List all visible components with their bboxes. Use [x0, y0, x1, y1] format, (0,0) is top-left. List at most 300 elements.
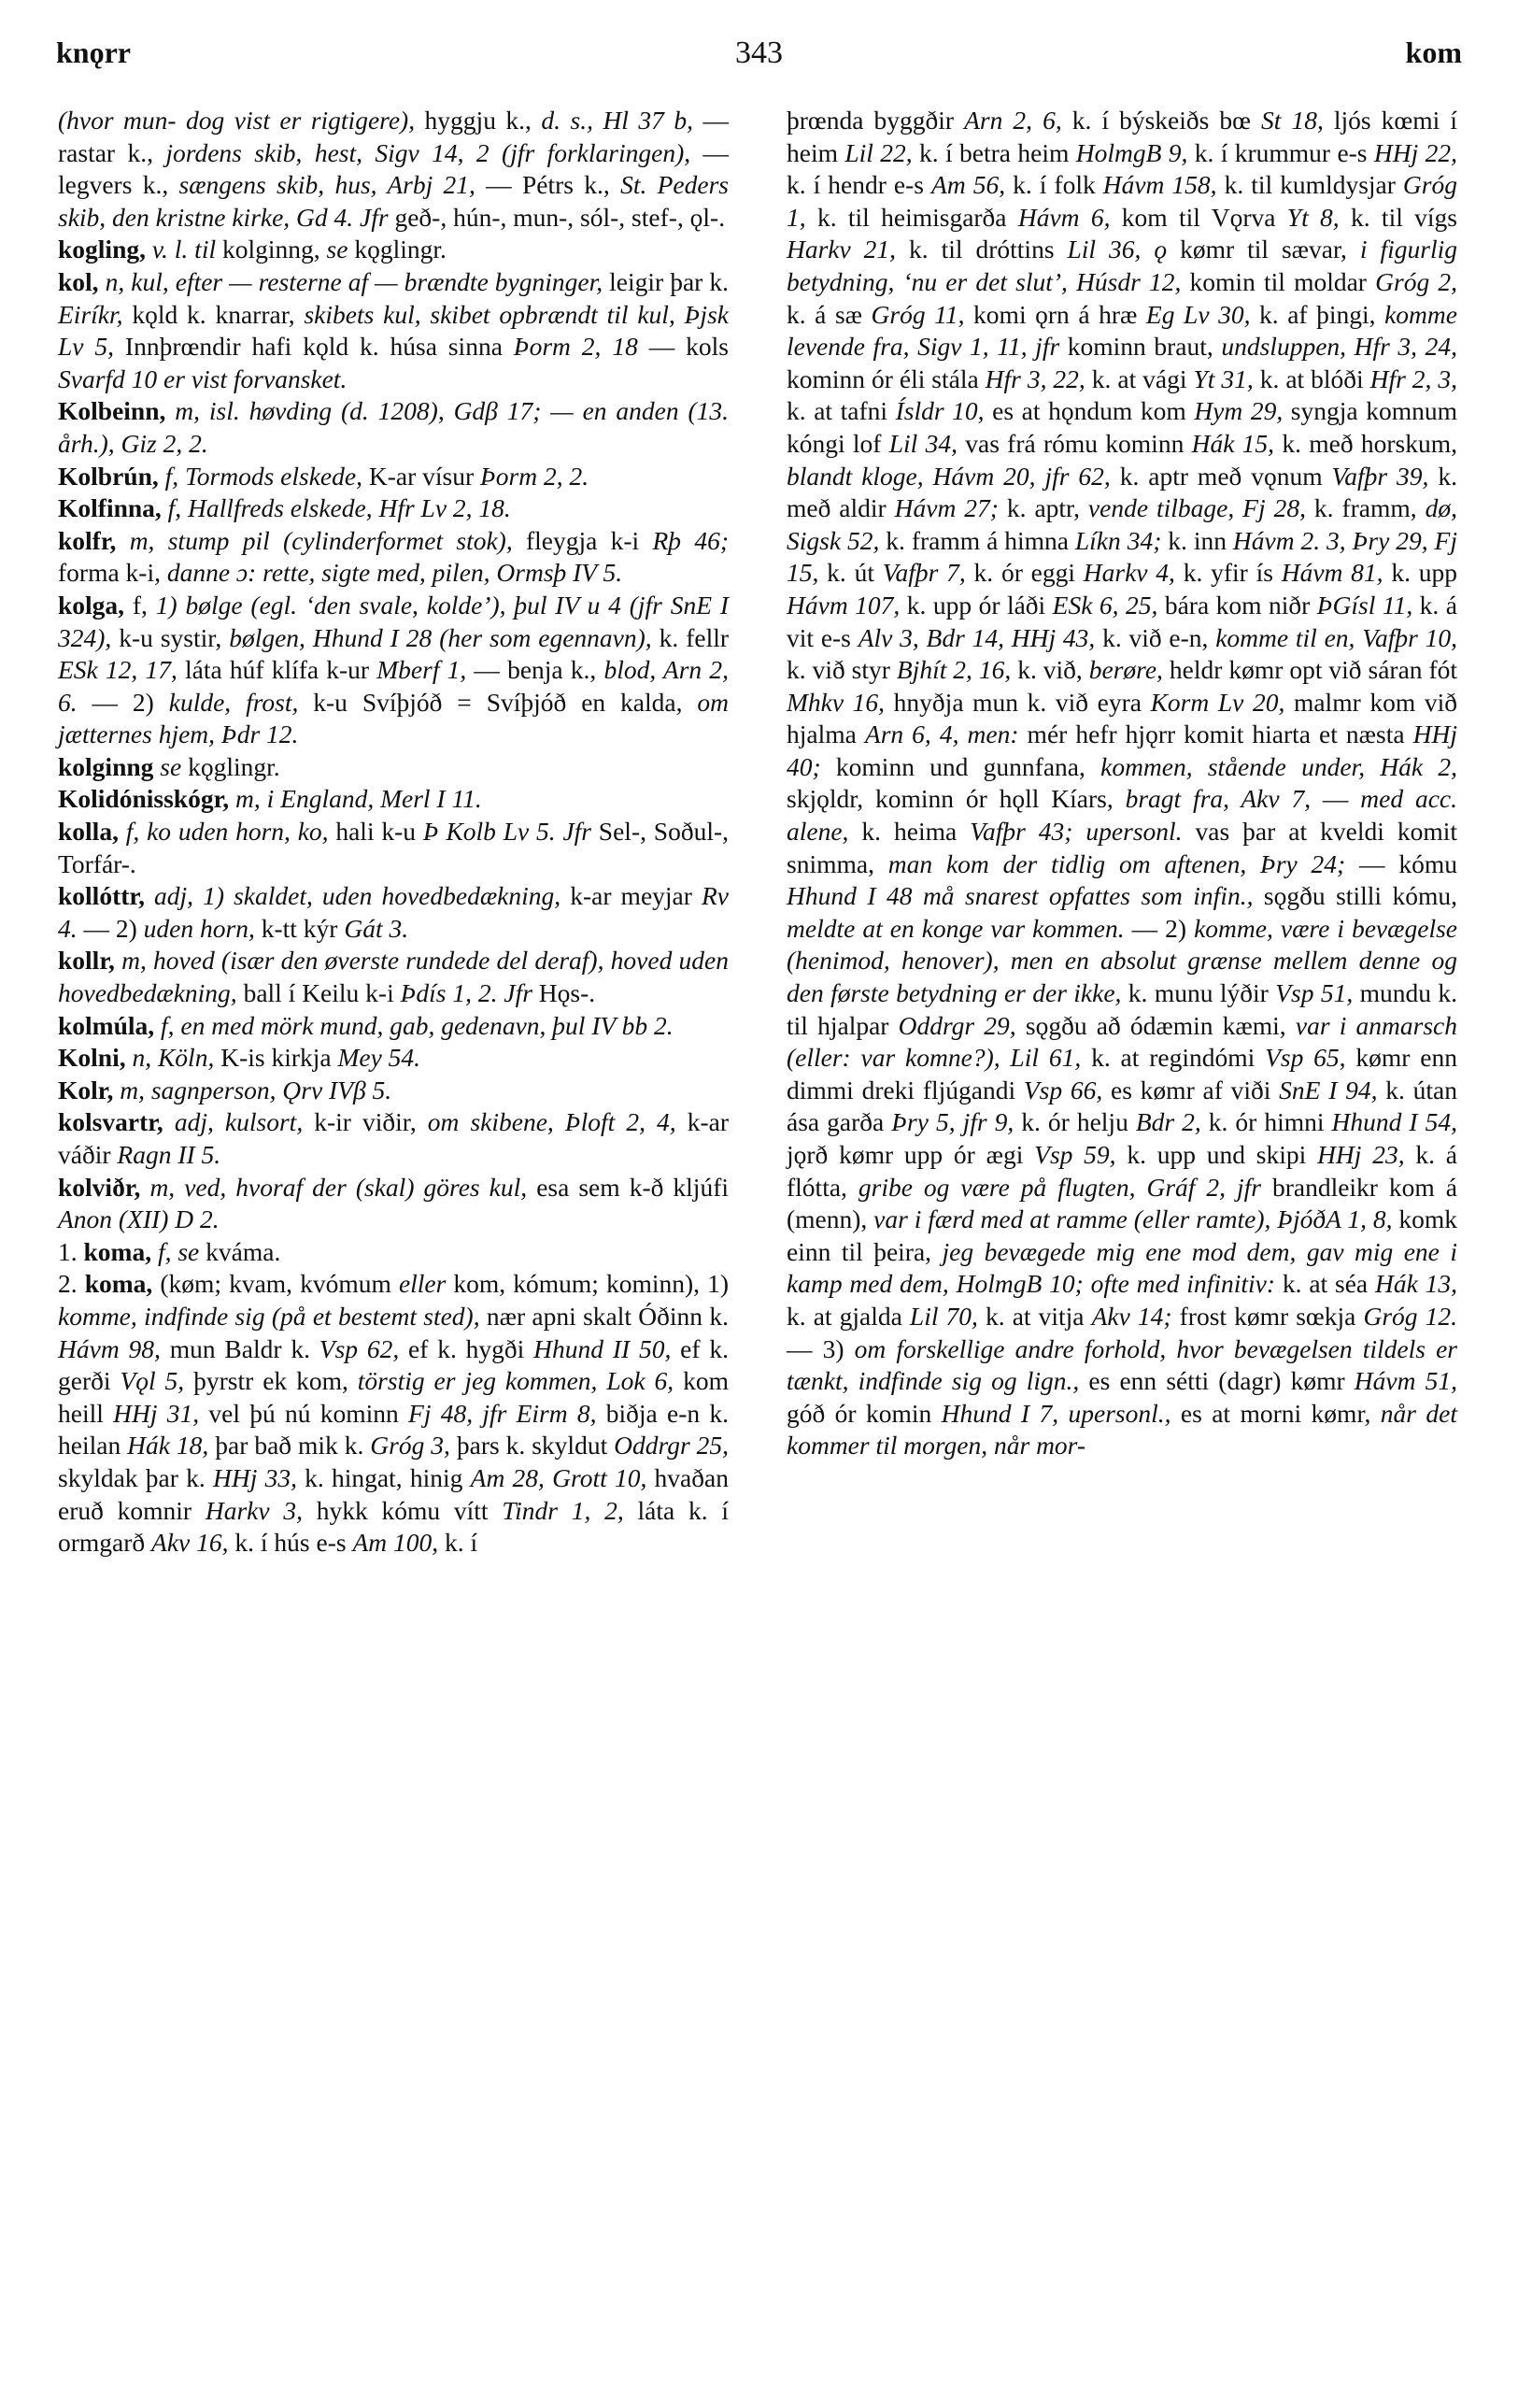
dictionary-entry	[58, 751, 729, 784]
italic-text: Hávm 6,	[1017, 202, 1111, 232]
italic-text: 1) bølge (egl. ‘den svale, kolde’), þul IV u 4 (jfr SnE I 324),	[58, 590, 729, 652]
italic-text: HHj 31,	[113, 1398, 200, 1428]
italic-text: Hák 15,	[1191, 428, 1275, 458]
italic-text: Oddrgr 29,	[898, 1010, 1016, 1040]
italic-text: kulde, frost,	[168, 687, 299, 717]
entry-text: k. munu lýðir	[1121, 978, 1276, 1008]
dictionary-entry	[58, 1075, 729, 1107]
entry-text: k. ór himni	[1200, 1107, 1332, 1137]
entry-text: komk einn til þeira,	[787, 1204, 1458, 1266]
italic-text: Hák 18,	[127, 1431, 209, 1460]
italic-text: Am 56,	[931, 170, 1006, 200]
entry-text: ljós kœmi í heim	[787, 106, 1458, 167]
headword: kolviðr,	[58, 1172, 141, 1202]
italic-text: undsluppen, Hfr 3, 24,	[1221, 332, 1458, 362]
entry-text: k. ór eggi	[965, 558, 1084, 588]
entry-text: k-ar váðir	[58, 1107, 729, 1169]
dictionary-entry	[58, 1236, 729, 1269]
italic-text: Vsp 66,	[1023, 1075, 1103, 1104]
italic-text: komme levende fra, Sigv 1, 11, jfr	[787, 299, 1457, 362]
entry-text: k. í krummur e-s	[1187, 137, 1374, 167]
italic-text: Hfr 2, 3,	[1369, 363, 1458, 393]
entry-text: k-u Svíþjóð = Svíþjóð en kalda,	[298, 687, 698, 717]
entry-text: k. við,	[1011, 655, 1089, 685]
entry-text: k. inn	[1161, 525, 1233, 555]
italic-text: f, en med mörk mund, gab, gedenavn, þul IV bb 2.	[154, 1010, 674, 1040]
entry-text: kominn braut,	[1059, 332, 1222, 362]
entry-text: skjǫldr, kominn ór hǫll Kíars,	[787, 784, 1126, 814]
italic-text: Vsp 65,	[1265, 1043, 1346, 1073]
italic-text: komme til en, Vafþr 10,	[1215, 622, 1457, 652]
entry-text: — legvers k.,	[58, 137, 730, 200]
italic-text: blod, Arn 2, 6.	[58, 655, 729, 717]
italic-text: Vafþr 7,	[882, 558, 966, 588]
italic-text: n, Köln,	[125, 1043, 215, 1073]
italic-text: Vsp 51,	[1275, 978, 1354, 1008]
headword: Kolni,	[58, 1043, 126, 1073]
entry-text: kom heill	[58, 1366, 729, 1428]
entry-text: k. at vitja	[977, 1301, 1092, 1331]
italic-text: Hávm 158,	[1102, 170, 1217, 200]
italic-text: Akv 14;	[1091, 1301, 1172, 1331]
entry-text: — kols	[637, 332, 729, 362]
entry-text: kǫglingr.	[348, 235, 447, 264]
dictionary-entry	[58, 880, 729, 945]
entry-text: — Pétrs k.,	[475, 170, 621, 200]
italic-text: adj, kulsort,	[163, 1107, 304, 1137]
italic-text: Hhund I 7, upersonl.,	[941, 1398, 1171, 1428]
italic-text: m, isl. høvding (d. 1208), Gdβ 17; — en anden (13. årh.), Giz 2, 2.	[58, 396, 729, 458]
italic-text: Þorm 2, 2.	[479, 461, 589, 491]
right-column	[787, 105, 1457, 1462]
headword: Kolr,	[58, 1075, 114, 1104]
headword: Kolfinna,	[58, 493, 162, 523]
italic-text: vende tilbage, Fj 28,	[1087, 493, 1306, 523]
entry-text: Sel-, Soðul-, Torfár-.	[58, 817, 729, 878]
italic-text: Þry 5, jfr 9,	[891, 1107, 1014, 1137]
headword: kollóttr,	[58, 881, 145, 911]
entry-text: k. at gjalda	[787, 1301, 910, 1331]
entry-text: þar bað mik k.	[208, 1431, 371, 1460]
italic-text: eller	[398, 1269, 447, 1299]
entry-text: k. framm á himna	[879, 525, 1075, 555]
entry-text: k. með aldir	[787, 461, 1457, 523]
italic-text: Svarfd 10 er vist forvansket.	[58, 363, 348, 393]
italic-text: Am 100,	[352, 1528, 439, 1558]
entry-text: syngja komnum kóngi lof	[787, 396, 1457, 458]
italic-text: Eg Lv 30,	[1145, 299, 1251, 329]
italic-text: var i færd med at ramme (eller ramte), ÞjóðA 1, 8,	[873, 1204, 1393, 1234]
entry-text: k. í hendr e-s	[787, 170, 932, 200]
headword: kogling,	[58, 235, 146, 264]
entry-text: f,	[124, 590, 156, 620]
entry-text: k-u systir,	[111, 622, 230, 652]
italic-text: Mey 54.	[337, 1043, 421, 1073]
italic-text: Ragn II 5.	[117, 1140, 221, 1169]
italic-text: ÞGísl 11,	[1316, 590, 1413, 620]
headword: kolla,	[58, 817, 119, 847]
italic-text: Bdr 2,	[1135, 1107, 1201, 1137]
entry-text: es at hǫndum kom	[984, 396, 1195, 426]
entry-text: k. í folk	[1005, 170, 1103, 200]
italic-text: Lil 36, ǫ	[1067, 235, 1168, 264]
dictionary-entry	[58, 783, 729, 816]
entry-text: kváma.	[199, 1236, 281, 1266]
entry-text: k. í býskeiðs bœ	[1061, 106, 1262, 135]
italic-text: jordens skib, hest, Sigv 14, 2 (jfr forklaringen),	[165, 137, 691, 167]
entry-text: Innþrœndir hafi kǫld k. húsa sinna	[114, 332, 514, 362]
entry-text: mun Baldr k.	[160, 1333, 319, 1363]
italic-text: HHj 22,	[1373, 137, 1457, 167]
italic-text: Hfr 3, 22,	[985, 363, 1085, 393]
entry-text: 1.	[58, 1236, 84, 1266]
entry-text: k. til heimisgarða	[805, 202, 1018, 232]
entry-text: láta húf klífa k-ur	[177, 655, 377, 685]
entry-text: — 2)	[77, 913, 144, 943]
italic-text: meldte at en konge var kommen.	[787, 913, 1125, 943]
dictionary-entry	[58, 945, 729, 1009]
italic-text: Þdís 1, 2. Jfr	[400, 978, 532, 1008]
entry-text: k. framm,	[1305, 493, 1426, 523]
entry-text: brandleikr kom á (menn),	[787, 1172, 1457, 1234]
dictionary-entry	[58, 105, 729, 234]
italic-text: komme, være i bevægelse (henimod, henover), men en absolut grænse mellem denne og den første betydning er der ikke,	[787, 913, 1457, 1008]
italic-text: Harkv 4,	[1083, 558, 1175, 588]
italic-text: om skibene, Þloft 2, 4,	[427, 1107, 676, 1137]
headword: kolginng	[58, 751, 154, 781]
italic-text: HHj 40;	[787, 720, 1457, 781]
dictionary-entry	[58, 266, 729, 395]
dictionary-entry	[58, 1106, 729, 1171]
entry-text: k. heima	[848, 817, 971, 847]
entry-text: k. at tafni	[787, 396, 896, 426]
entry-text: skyldak þar k.	[58, 1462, 213, 1492]
entry-text: mundu k. til hjalpar	[787, 978, 1457, 1040]
italic-text: v. l. til	[146, 235, 217, 264]
dictionary-entry	[787, 105, 1457, 1462]
entry-text: ball í Keilu k-i	[236, 978, 401, 1008]
entry-text: biðja e-n k. heilan	[58, 1398, 729, 1460]
entry-text: (køm; kvam, kvómum	[152, 1269, 399, 1299]
italic-text: Hym 29,	[1194, 396, 1284, 426]
entry-text: k. upp und skipi	[1115, 1140, 1318, 1169]
entry-text: vel þú nú kominn	[199, 1398, 409, 1428]
italic-text: Anon (XII) D 2.	[58, 1204, 220, 1234]
entry-text: k. at blóði	[1253, 363, 1370, 393]
italic-text: Vsp 59,	[1034, 1140, 1116, 1169]
left-column	[58, 105, 729, 1560]
entry-text: — 3)	[787, 1333, 855, 1363]
italic-text: m, sagnperson, Ǫrv IVβ 5.	[113, 1075, 392, 1104]
italic-text: Korm Lv 20,	[1150, 687, 1285, 717]
italic-text: Tindr 1, 2,	[502, 1495, 624, 1525]
entry-text: þars k. skyldut	[449, 1431, 615, 1460]
entry-text: frost kømr sœkja	[1171, 1301, 1364, 1331]
entry-text: k. at vági	[1085, 363, 1194, 393]
italic-text: i figurlig betydning, ‘nu er det slut’, Húsdr 12,	[787, 235, 1457, 296]
entry-text: k. í	[438, 1528, 478, 1558]
entry-text: k. á vit e-s	[787, 590, 1457, 652]
italic-text: gribe og være på flugten, Gráf 2, jfr	[858, 1172, 1261, 1202]
entry-text: ef k. gerði	[58, 1333, 729, 1396]
dictionary-entry	[58, 1010, 729, 1043]
entry-text: sǫgðu stilli kómu,	[1253, 881, 1457, 911]
headword: kolmúla,	[58, 1010, 155, 1040]
entry-text: sǫgðu að ódæmin kæmi,	[1015, 1010, 1296, 1040]
italic-text: berøre,	[1088, 655, 1163, 685]
italic-text: kommen, stående under, Hák 2,	[1100, 751, 1457, 781]
entry-text: bára kom niðr	[1157, 590, 1317, 620]
italic-text: Hávm 98,	[58, 1333, 161, 1363]
italic-text: Gróg 1,	[787, 170, 1457, 232]
entry-text: kømr enn dimmi dreki fljúgandi	[787, 1043, 1457, 1104]
entry-text: K-ar vísur	[362, 461, 480, 491]
italic-text: Bjhít 2, 16,	[896, 655, 1012, 685]
italic-text: Arn 2, 6,	[964, 106, 1062, 135]
italic-text: om jætternes hjem, Þdr 12.	[58, 687, 730, 749]
entry-text: kominn und gunnfana,	[820, 751, 1101, 781]
entry-text: k. við styr	[787, 655, 897, 685]
guide-word-right: kom	[1405, 36, 1462, 69]
italic-text: f, Hallfreds elskede, Hfr Lv 2, 18.	[161, 493, 511, 523]
entry-text: heldr kømr opt við sáran fót	[1162, 655, 1458, 685]
italic-text: Rv 4.	[58, 881, 729, 943]
entry-text: k. ór helju	[1014, 1107, 1136, 1137]
entry-text: k. fellr	[651, 622, 730, 652]
entry-text: k. af þingi,	[1250, 299, 1385, 329]
entry-text: malmr kom við hjalma	[787, 687, 1457, 749]
entry-text: komin til moldar	[1181, 266, 1376, 296]
dictionary-entry	[58, 234, 729, 266]
entry-text: kom til Vǫrva	[1110, 202, 1287, 232]
dictionary-entry	[58, 1172, 729, 1236]
entry-text: k. aptr með vǫnum	[1110, 461, 1332, 491]
entry-text: kominn ór éli stála	[787, 363, 986, 393]
italic-text: skibets kul, skibet opbrændt til kul, Þjsk Lv 5,	[58, 299, 729, 362]
italic-text: bragt fra, Akv 7,	[1125, 784, 1312, 814]
headword: kolga,	[58, 590, 125, 620]
italic-text: Mberf 1,	[376, 655, 467, 685]
entry-text: hali k-u	[328, 817, 423, 847]
entry-text: komi ǫrn á hræ	[964, 299, 1146, 329]
entry-text: vas frá rómu kominn	[957, 428, 1192, 458]
italic-text: blandt kloge, Hávm 20, jfr 62,	[787, 461, 1111, 491]
italic-text: Ísldr 10,	[895, 396, 985, 426]
entry-text: fleygja k-i	[512, 525, 653, 555]
entry-text: k-ar meyjar	[560, 881, 702, 911]
entry-text: k. í betra heim	[912, 137, 1076, 167]
italic-text: n, kul, efter — resterne af — brændte bygninger,	[98, 266, 603, 296]
italic-text: Akv 16,	[151, 1528, 229, 1558]
headword: Kolbeinn,	[58, 396, 166, 426]
headword: koma,	[83, 1236, 152, 1266]
italic-text: Hávm 51,	[1354, 1366, 1457, 1396]
italic-text: komme, indfinde sig (på et bestemt sted),	[58, 1301, 480, 1331]
headword: Kolbrún,	[58, 461, 159, 491]
entry-text: kǫglingr.	[181, 751, 280, 781]
entry-text: k. á sæ	[787, 299, 872, 329]
italic-text: Lil 22,	[844, 137, 913, 167]
dictionary-entry	[58, 461, 729, 493]
entry-text: hvaðan eruð komnir	[58, 1462, 729, 1525]
italic-text: HolmgB 9,	[1075, 137, 1188, 167]
italic-text: dø, Sigsk 52,	[787, 493, 1457, 555]
italic-text: m, stump pil (cylinderformet stok),	[116, 525, 513, 555]
italic-text: se	[326, 235, 348, 264]
entry-text: es at morni kømr,	[1170, 1398, 1381, 1428]
italic-text: Gróg 11,	[871, 299, 965, 329]
italic-text: HHj 23,	[1317, 1140, 1405, 1169]
italic-text: Yt 31,	[1193, 363, 1254, 393]
headword: kolfr,	[58, 525, 117, 555]
entry-text: k. at séa	[1275, 1269, 1375, 1299]
italic-text: Hávm 107,	[787, 590, 901, 620]
italic-text: uden horn,	[143, 913, 255, 943]
entry-text: k. yfir ís	[1174, 558, 1282, 588]
italic-text: Líkn 34;	[1074, 525, 1162, 555]
italic-text: Yt 8,	[1286, 202, 1340, 232]
italic-text: St. Peders skib, den kristne kirke, Gd 4. Jfr	[58, 170, 729, 232]
entry-text: leigir þar k.	[603, 266, 729, 296]
italic-text: ESk 6, 25,	[1052, 590, 1158, 620]
headword: kol,	[58, 266, 99, 296]
italic-text: Mhkv 16,	[787, 687, 886, 717]
entry-text: vas þar at kveldi komit snimma,	[787, 817, 1458, 878]
italic-text: Hávm 27;	[894, 493, 999, 523]
italic-text: Hák 13,	[1374, 1269, 1457, 1299]
italic-text: Lil 34,	[888, 428, 958, 458]
italic-text: Hhund I 48 må snarest opfattes som infin.,	[787, 881, 1254, 911]
entry-text: es enn sétti (dagr) kømr	[1079, 1366, 1355, 1396]
italic-text: Vafþr 43; upersonl.	[970, 817, 1183, 847]
italic-text: Gróg 3,	[370, 1431, 450, 1460]
entry-text: k. hingat, hinig	[296, 1462, 471, 1492]
italic-text: Harkv 3,	[205, 1495, 303, 1525]
entry-text: k-ir viðir,	[303, 1107, 428, 1137]
entry-text: k. til dróttins	[896, 235, 1068, 264]
italic-text: Gróg 2,	[1375, 266, 1457, 296]
entry-text: ef k. hygði	[399, 1333, 534, 1363]
italic-text: f, se	[151, 1236, 200, 1266]
italic-text: Lil 70,	[909, 1301, 978, 1331]
italic-text: Þ Kolb Lv 5. Jfr	[422, 817, 591, 847]
italic-text: d. s., Hl 37 b,	[541, 106, 694, 135]
entry-text: mér hefr hjǫrr komit hiarta et næsta	[1018, 720, 1413, 749]
entry-text: — benja k.,	[466, 655, 604, 685]
dictionary-entry	[58, 525, 729, 590]
dictionary-entry	[58, 816, 729, 880]
italic-text: Hávm 81,	[1281, 558, 1383, 588]
italic-text: Oddrgr 25,	[614, 1431, 729, 1460]
headword: kolsvartr,	[58, 1107, 163, 1137]
dictionary-entry	[58, 1268, 729, 1559]
italic-text: Rþ 46;	[652, 525, 729, 555]
entry-text: k. útan ása garða	[787, 1075, 1457, 1137]
entry-text: k. á flótta,	[787, 1140, 1457, 1202]
entry-text: forma k-i,	[58, 558, 167, 588]
italic-text: St 18,	[1261, 106, 1324, 135]
italic-text: adj, 1) skaldet, uden hovedbedækning,	[144, 881, 561, 911]
italic-text: jeg bevægede mig ene mod dem, gav mig ene i kamp med dem, HolmgB 10; ofte med infinitiv:	[787, 1236, 1458, 1299]
entry-text: jǫrð kømr upp ór ægi	[787, 1140, 1035, 1169]
dictionary-entry	[58, 492, 729, 525]
italic-text: Vǫl 5,	[120, 1366, 185, 1396]
italic-text: Fj 48, jfr Eirm 8,	[408, 1398, 597, 1428]
entry-text: k. út	[818, 558, 883, 588]
italic-text: ESk 12, 17,	[58, 655, 177, 685]
entry-text: esa sem k-ð kljúfi	[527, 1172, 729, 1202]
entry-text: — kómu	[1345, 848, 1457, 878]
italic-text: bølgen, Hhund I 28 (her som egennavn),	[229, 622, 652, 652]
headword: koma,	[84, 1269, 153, 1299]
italic-text: når det kommer til morgen, når mor-	[787, 1398, 1457, 1460]
italic-text: m, ved, hvoraf der (skal) göres kul,	[140, 1172, 528, 1202]
italic-text: m, i England, Merl I 11.	[229, 784, 482, 814]
running-header	[56, 36, 1462, 82]
entry-text: k. við e-n,	[1095, 622, 1216, 652]
entry-text: þrœnda byggðir	[787, 106, 965, 135]
entry-text: — 2)	[77, 687, 169, 717]
entry-text: nær apni skalt Óðinn k.	[479, 1301, 729, 1331]
page-number: 343	[735, 36, 783, 70]
entry-text: k. til vígs	[1339, 202, 1458, 232]
headword: Kolidónisskógr,	[58, 784, 230, 814]
guide-word-left: knǫrr	[56, 36, 131, 69]
headword: kollr,	[58, 946, 115, 976]
entry-text: geð-, hún-, mun-, sól-, stef-, ǫl-.	[388, 202, 726, 232]
entry-text: kømr til sævar,	[1167, 235, 1360, 264]
entry-text: hyggju k.,	[415, 106, 542, 135]
italic-text: Hávm 2. 3, Þry 29, Fj 15,	[787, 525, 1457, 588]
italic-text: Vsp 62,	[319, 1333, 400, 1363]
italic-text: Hhund II 50,	[533, 1333, 672, 1363]
italic-text: Alv 3, Bdr 14, HHj 43,	[858, 622, 1096, 652]
italic-text: danne ɔ: rette, sigte med, pilen, Ormsþ IV 5.	[166, 558, 623, 588]
entry-text: hykk kómu vítt	[302, 1495, 503, 1525]
italic-text: Hhund I 54,	[1331, 1107, 1457, 1137]
entry-text: k. aptr,	[998, 493, 1088, 523]
italic-text: man kom der tidlig om aftenen, Þry 24;	[887, 848, 1346, 878]
italic-text: Arn 6, 4, men:	[864, 720, 1019, 749]
entry-text: 2.	[58, 1269, 85, 1299]
italic-text: se	[153, 751, 182, 781]
italic-text: f, Tormods elskede,	[158, 461, 362, 491]
italic-text: sængens skib, hus, Arbj 21,	[178, 170, 475, 200]
italic-text: med acc. alene,	[787, 784, 1458, 847]
italic-text: (hvor mun- dog vist er rigtigere),	[58, 106, 416, 135]
entry-text: K-is kirkja	[214, 1043, 338, 1073]
entry-text: — 2)	[1124, 913, 1195, 943]
entry-text: kǫld k. knarrar,	[122, 299, 305, 329]
italic-text: Gát 3.	[344, 913, 409, 943]
italic-text: m, hoved (især den øverste rundede del deraf), hoved uden hovedbedækning,	[58, 946, 729, 1008]
entry-text: k. í hús e-s	[228, 1528, 353, 1558]
italic-text: Þorm 2, 18	[513, 332, 638, 362]
italic-text: SnE I 94,	[1279, 1075, 1378, 1104]
dictionary-entry	[58, 590, 729, 751]
entry-text: góð ór komin	[787, 1398, 942, 1428]
entry-text: k. at regindómi	[1081, 1043, 1266, 1073]
italic-text: var i anmarsch (eller: var komne?), Lil 61,	[787, 1010, 1457, 1073]
entry-text: k. til kumldysjar	[1216, 170, 1403, 200]
entry-text: k. upp	[1383, 558, 1458, 588]
entry-text: láta k. í ormgarð	[58, 1495, 730, 1558]
entry-text: —	[1311, 784, 1361, 814]
italic-text: törstig er jeg kommen, Lok 6,	[357, 1366, 674, 1396]
italic-text: Eiríkr,	[58, 299, 123, 329]
entry-text: Hǫs-.	[532, 978, 596, 1008]
dictionary-entry	[58, 1042, 729, 1075]
